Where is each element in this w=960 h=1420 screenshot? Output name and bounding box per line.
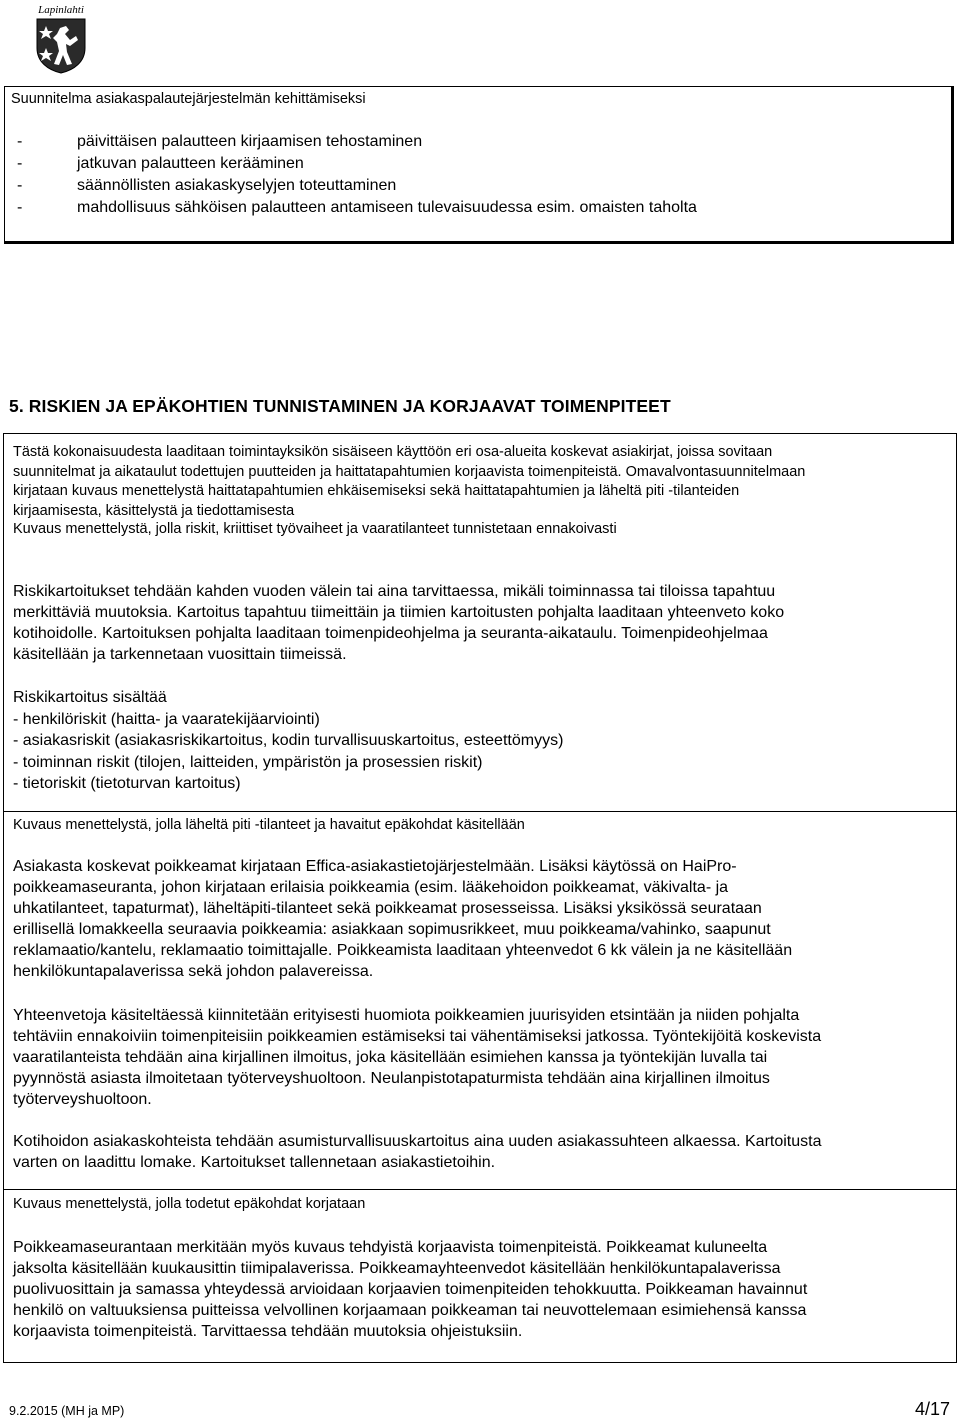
risk-list — [13, 687, 943, 795]
subheading-near-miss: Kuvaus menettelystä, jolla läheltä piti -tilanteet ja havaitut epäkohdat käsitellään — [13, 817, 525, 833]
risk-assessment-paragraph: Riskikartoitukset tehdään kahden vuoden välein tai aina tarvittaessa, mikäli toiminnassa tai tiloissa tapahtuu merkittäviä muutoksia. Kartoitus tapahtuu tiimeittäin ja tiimien kartoitusten pohjalta laaditaan yhteenveto koko kotihoidolle. Kartoituksen pohjalta laaditaan toimenpideohjelma ja seuranta-aikataulu. Toimenpideohjelmaa käsitellään ja tarkennetaan vuosittain tiimeissä. — [13, 583, 785, 663]
list-item: - toiminnan riskit (tilojen, laitteiden, ympäristön ja prosessien riskit) — [13, 753, 483, 771]
feedback-plan-list — [5, 131, 697, 219]
logo-municipality-name: Lapinlahti — [38, 4, 84, 16]
list-item: - säännöllisten asiakaskyselyjen toteuttaminen — [17, 177, 397, 194]
corrections-paragraph: Poikkeamaseurantaan merkitään myös kuvaus tehdyistä korjaavista toimenpiteistä. Poikkeamat kuluneelta jaksolta käsitellään kuukausittin tiimipalaverissa. Poikkeamayhteenvedot käsitellään henkilökuntapalaverissa puolivuosittain ja samassa yhteydessä arvioidaan korjaavien toimenpiteiden tehokkuutta. Poikkeaman havainnut henkilö on valtuuksiensa puitteissa velvollinen korjaamaan poikkeaman tai neuvottelemaan esimiehensä kanssa korjaavista toimenpiteistä. Tarvittaessa tehdään muutoksia ohjeistuksiin. — [13, 1239, 808, 1340]
list-item: - jatkuvan palautteen kerääminen — [17, 155, 304, 172]
feedback-plan-box — [4, 86, 954, 244]
list-item: - tietoriskit (tietoturvan kartoitus) — [13, 775, 241, 792]
divider — [4, 1189, 956, 1190]
list-item: - mahdollisuus sähköisen palautteen antamiseen tulevaisuudessa esim. omaisten taholta — [17, 199, 697, 216]
municipality-logo — [30, 2, 92, 74]
divider — [4, 811, 956, 812]
risk-section-box — [3, 433, 957, 1363]
near-miss-paragraph-3: Kotihoidon asiakaskohteista tehdään asumisturvallisuuskartoitus aina uuden asiakassuhteen alkaessa. Kartoitusta varten on laadittu lomake. Kartoitukset tallennetaan asiakastietoihin. — [13, 1133, 822, 1171]
subheading-risk-identification: Kuvaus menettelystä, jolla riskit, kriittiset työvaiheet ja vaaratilanteet tunnistetaan ennakoivasti — [13, 521, 617, 537]
list-item: - asiakasriskit (asiakasriskikartoitus, kodin turvallisuuskartoitus, esteettömyys) — [13, 732, 564, 749]
list-item: - henkilöriskit (haitta- ja vaaratekijäarviointi) — [13, 710, 320, 728]
near-miss-paragraph-1: Asiakasta koskevat poikkeamat kirjataan Effica-asiakastietojärjestelmään. Lisäksi käytössä on HaiPro- poikkeamaseuranta, johon kirjataan erilaisia poikkeamia (esim. lääkehoidon poikkeamat, väkivalta- ja uhkatilanteet, tapaturmat), läheltäpiti-tilanteet sekä poikkeamat prosesseissa. Lisäksi yksikössä seurataan erillisellä lomakkeella seuraavia poikkeamia: asiakkaan sopimusrikkeet, muu poikkeama/vahinko, saapunut reklamaatio/kantelu, reklamaatio toimittajalle. Poikkeamista laaditaan yhteenvedot 6 kk välein ja ne käsitellään henkilökuntapalaverissa sekä johdon palavereissa. — [13, 858, 793, 980]
section-heading: 5. RISKIEN JA EPÄKOHTIEN TUNNISTAMINEN JA KORJAAVAT TOIMENPITEET — [9, 396, 671, 416]
intro-paragraph: Tästä kokonaisuudesta laaditaan toimintayksikön sisäiseen käyttöön eri osa-alueita koskevat asiakirjat, joissa sovitaan suunnitelmat ja aikataulut todettujen puutteiden ja haittatapahtumien korjaavista toimenpiteistä. Omavalvontasuunnitelmaan kirjataan kuvaus menettelystä haittatapahtumien ehkäisemiseksi sekä haittatapahtumien ja läheltä piti -tilanteiden kirjaamisesta, käsittelystä ja tiedottamisesta — [13, 444, 806, 519]
near-miss-paragraph-2: Yhteenvetoja käsiteltäessä kiinnitetään erityisesti huomiota poikkeamien juurisyiden etsintään ja niiden pohjalta tehtäviin ennakoiviin toimenpiteisiin poikkeamien estämiseksi tai vähentämiseksi jatkossa. Työntekijöitä koskevista vaaratilanteista tehdään aina kirjallinen ilmoitus, joka käsitellään esimiehen kanssa ja työntekijän luvalla tai pyynnöstä asiasta ilmoitetaan työterveyshuoltoon. Neulanpistotapaturmista tehdään aina kirjallinen ilmoitus työterveyshuoltoon. — [13, 1007, 822, 1108]
list-item: - päivittäisen palautteen kirjaamisen tehostaminen — [17, 133, 423, 150]
feedback-plan-title: Suunnitelma asiakaspalautejärjestelmän kehittämiseksi — [11, 91, 366, 107]
subheading-corrections: Kuvaus menettelystä, jolla todetut epäkohdat korjataan — [13, 1196, 366, 1212]
page-number: 4/17 — [914, 1399, 950, 1419]
coat-of-arms-icon — [36, 18, 86, 74]
footer-date-author: 9.2.2015 (MH ja MP) — [9, 1404, 125, 1418]
risk-list-title: Riskikartoitus sisältää — [13, 689, 167, 706]
